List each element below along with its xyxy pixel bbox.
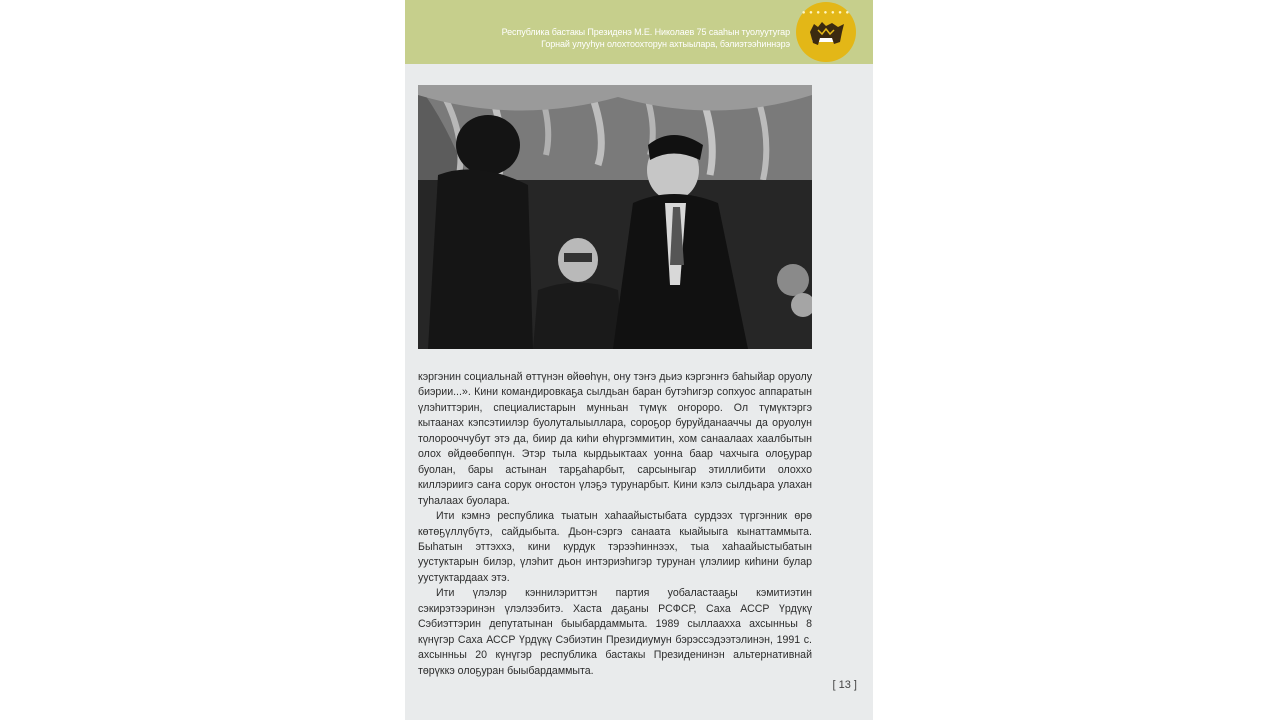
body-text bbox=[418, 370, 812, 679]
horse-emblem-icon: ● ● ● ● ● ● ● bbox=[796, 2, 856, 62]
header-title-line1: Республика бастакы Президенэ М.Е. Николаев 75 сааһын туолуутугар bbox=[501, 27, 790, 37]
archival-photo bbox=[418, 85, 812, 349]
page-header bbox=[405, 0, 873, 64]
paragraph: Ити кэмнэ республика тыатын хаһаайыстыбата сурдээх түргэнник өрө көтөҕүллүбүтэ, сайдыбыта. Дьон-сэргэ санаата кыайыыга кынаттаммыта. Быһатын эттэххэ, кини курдук тэрээһиннээх, тыа хаһаайыстыбатын уустуктарын билэр, үлэһит дьон интэриэһигэр турунан үлэлиир киһини булар уустуктардаах этэ. bbox=[418, 510, 812, 584]
paragraph: Ити үлэлэр кэннилэриттэн партия уобаластааҕы кэмитиэтин сэкирэтээринэн үлэлээбитэ. Хаста даҕаны РСФСР, Саха АССР Үрдүкү Сэбиэттэрин депутатынан быыбардаммыта. 1989 сыллаахха ахсынньы 8 күнүгэр Саха АССР Үрдүкү Сэбиэтин Президиумун бэрэссэдээтэлинэн, 1991 с. ахсынньы 20 күнүгэр республика бастакы Президенинэн альтернативнай төрүккэ олоҕуран быыбардаммыта. bbox=[418, 587, 812, 677]
header-title-line2: Горнай улууһун олохтоохторун ахтыылара, бэлиэтээһиннэрэ bbox=[541, 39, 790, 49]
page-number: [ 13 ] bbox=[832, 679, 857, 691]
document-page bbox=[405, 0, 873, 720]
paragraph: кэргэнин социальнай өттүнэн өйөөһүн, ону тэҥэ дьиэ кэргэнҥэ баһыйар оруолу биэрии...». Кини командировкаҕа сылдьан баран бутэһигэр сопхуос аппаратын үлэһиттэрин, специалистарын мунньан түмүк оҥороро. Ол түмүктэргэ кытаанах кэпсэтиилэр буолуталыыллара, сороҕор буруйданааччы да оруолун толорооччубут этэ да, биир да киһи өһүргэммитин, хом санаалаах хаалбытын олох өйдөөбөппүн. Этэр тыла кырдьыктаах уонна баар чахчыга олоҕурар буолан, бары астынан тарҕаһарбыт, сарсыныгар этиллибити олоххо киллэриигэ саҥа сорук оҥостон үлэҕэ турунарбыт. Кини кэлэ сылдьара улахан туһалаах буолара. bbox=[418, 371, 812, 507]
